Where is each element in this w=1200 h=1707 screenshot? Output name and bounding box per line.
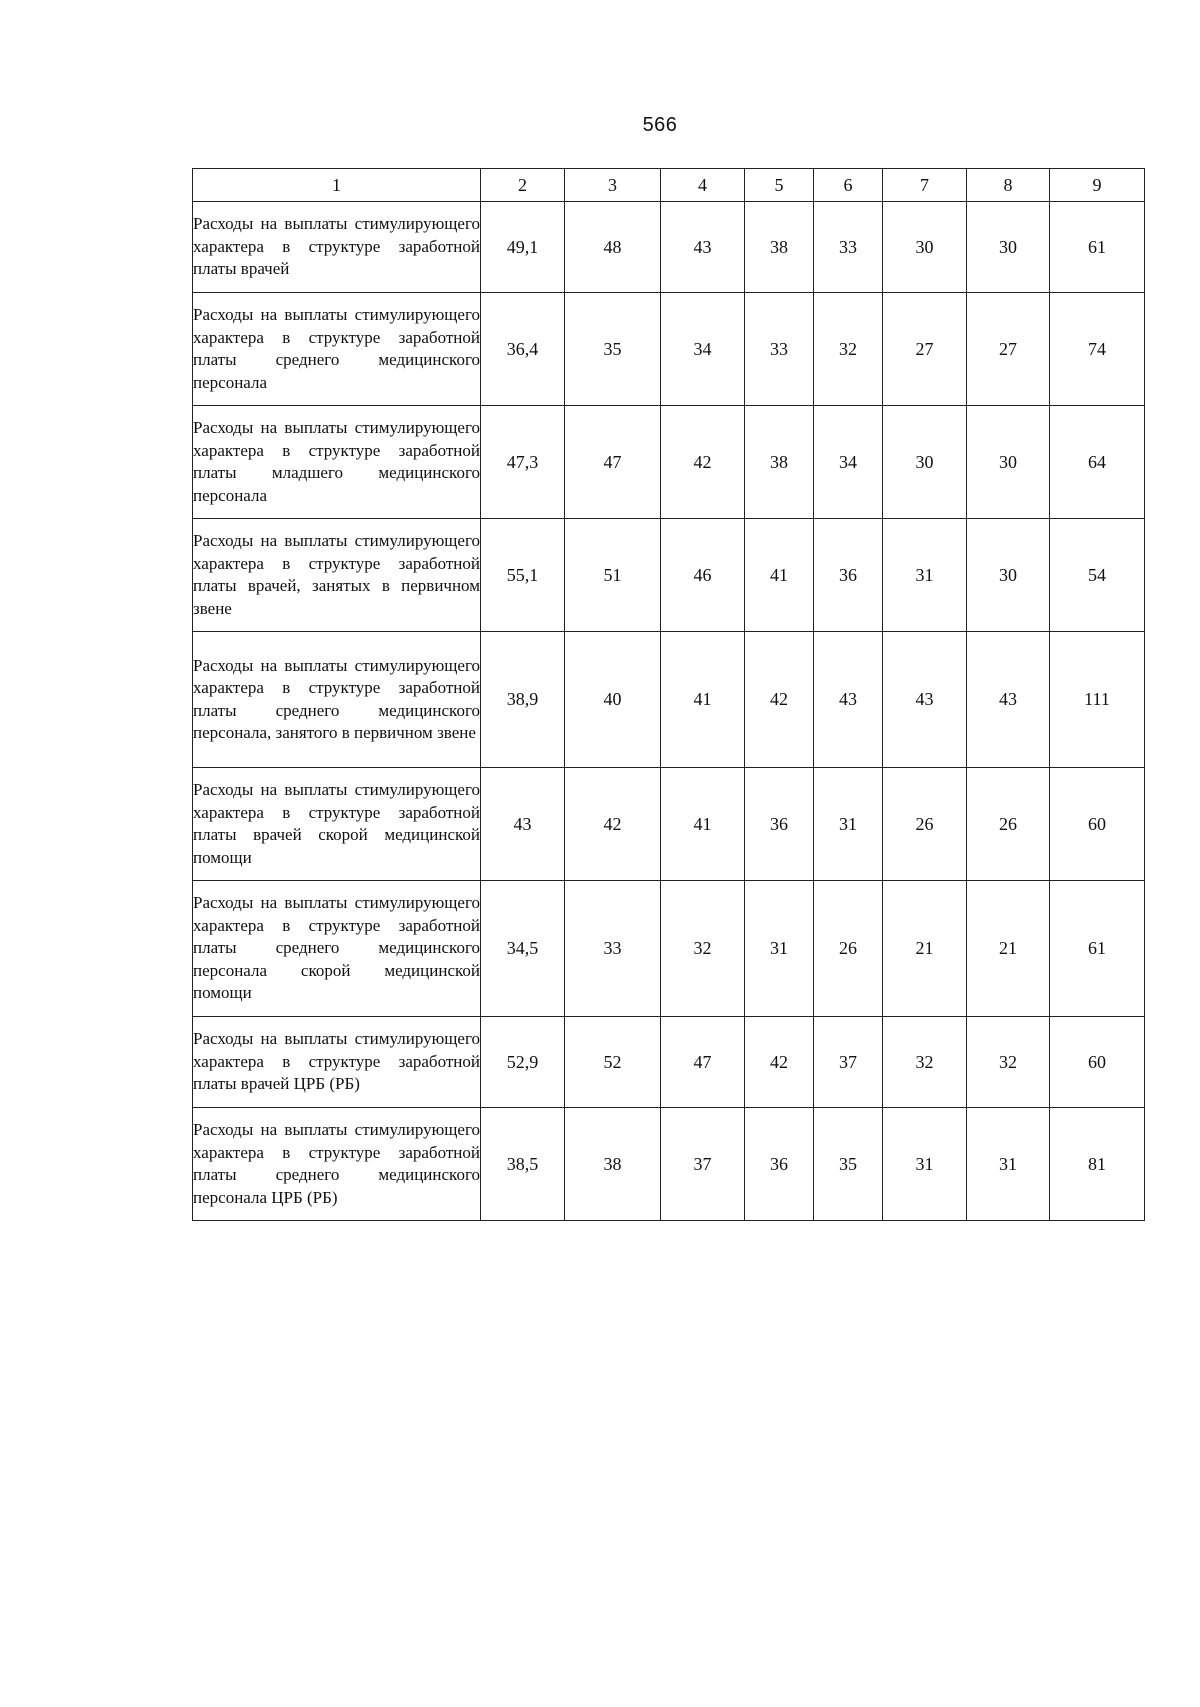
value-cell: 36	[745, 1108, 814, 1221]
table-row	[193, 1108, 1145, 1221]
value-cell: 32	[814, 293, 883, 406]
column-header-6: 6	[814, 169, 883, 202]
value-cell: 47	[565, 406, 661, 519]
value-cell: 38,9	[481, 632, 565, 768]
value-cell: 30	[967, 406, 1050, 519]
value-cell: 42	[745, 1017, 814, 1108]
value-cell: 38,5	[481, 1108, 565, 1221]
table-row	[193, 768, 1145, 881]
value-cell: 43	[814, 632, 883, 768]
value-cell: 43	[661, 202, 745, 293]
row-label: Расходы на выплаты стимулирующего характера в структуре заработной платы врачей, занятых в первичном звене	[193, 519, 481, 632]
header-row	[193, 169, 1145, 202]
value-cell: 41	[661, 632, 745, 768]
value-cell: 64	[1050, 406, 1145, 519]
table-row	[193, 881, 1145, 1017]
value-cell: 42	[565, 768, 661, 881]
row-label: Расходы на выплаты стимулирующего характера в структуре заработной платы врачей ЦРБ (РБ)	[193, 1017, 481, 1108]
value-cell: 42	[745, 632, 814, 768]
value-cell: 60	[1050, 1017, 1145, 1108]
value-cell: 27	[883, 293, 967, 406]
value-cell: 26	[883, 768, 967, 881]
value-cell: 30	[883, 202, 967, 293]
value-cell: 51	[565, 519, 661, 632]
table-row	[193, 519, 1145, 632]
value-cell: 38	[745, 202, 814, 293]
value-cell: 43	[883, 632, 967, 768]
column-header-7: 7	[883, 169, 967, 202]
value-cell: 31	[883, 1108, 967, 1221]
value-cell: 42	[661, 406, 745, 519]
value-cell: 30	[967, 519, 1050, 632]
table-row	[193, 632, 1145, 768]
value-cell: 32	[883, 1017, 967, 1108]
value-cell: 33	[745, 293, 814, 406]
value-cell: 48	[565, 202, 661, 293]
value-cell: 37	[661, 1108, 745, 1221]
value-cell: 52,9	[481, 1017, 565, 1108]
value-cell: 49,1	[481, 202, 565, 293]
value-cell: 21	[883, 881, 967, 1017]
value-cell: 40	[565, 632, 661, 768]
column-header-8: 8	[967, 169, 1050, 202]
value-cell: 74	[1050, 293, 1145, 406]
column-header-5: 5	[745, 169, 814, 202]
value-cell: 34	[814, 406, 883, 519]
value-cell: 43	[967, 632, 1050, 768]
value-cell: 47	[661, 1017, 745, 1108]
table-row	[193, 406, 1145, 519]
row-label: Расходы на выплаты стимулирующего характера в структуре заработной платы младшего медицинского персонала	[193, 406, 481, 519]
value-cell: 21	[967, 881, 1050, 1017]
value-cell: 26	[814, 881, 883, 1017]
value-cell: 60	[1050, 768, 1145, 881]
column-header-2: 2	[481, 169, 565, 202]
table-row	[193, 293, 1145, 406]
value-cell: 47,3	[481, 406, 565, 519]
value-cell: 31	[814, 768, 883, 881]
value-cell: 31	[745, 881, 814, 1017]
value-cell: 30	[883, 406, 967, 519]
value-cell: 30	[967, 202, 1050, 293]
value-cell: 41	[661, 768, 745, 881]
page-number: 566	[642, 114, 678, 136]
table-row	[193, 1017, 1145, 1108]
row-label: Расходы на выплаты стимулирующего характера в структуре заработной платы врачей	[193, 202, 481, 293]
value-cell: 33	[814, 202, 883, 293]
value-cell: 36	[745, 768, 814, 881]
value-cell: 61	[1050, 202, 1145, 293]
value-cell: 26	[967, 768, 1050, 881]
row-label: Расходы на выплаты стимулирующего характера в структуре заработной платы среднего медицинского персонала ЦРБ (РБ)	[193, 1108, 481, 1221]
value-cell: 36	[814, 519, 883, 632]
data-table	[192, 168, 1145, 1221]
value-cell: 38	[565, 1108, 661, 1221]
column-header-3: 3	[565, 169, 661, 202]
value-cell: 34	[661, 293, 745, 406]
value-cell: 55,1	[481, 519, 565, 632]
value-cell: 41	[745, 519, 814, 632]
value-cell: 35	[814, 1108, 883, 1221]
value-cell: 33	[565, 881, 661, 1017]
value-cell: 46	[661, 519, 745, 632]
row-label: Расходы на выплаты стимулирующего характера в структуре заработной платы среднего медицинского персонала скорой медицинской помощи	[193, 881, 481, 1017]
row-label: Расходы на выплаты стимулирующего характера в структуре заработной платы среднего медицинского персонала	[193, 293, 481, 406]
value-cell: 31	[883, 519, 967, 632]
column-header-4: 4	[661, 169, 745, 202]
value-cell: 81	[1050, 1108, 1145, 1221]
row-label: Расходы на выплаты стимулирующего характера в структуре заработной платы врачей скорой медицинской помощи	[193, 768, 481, 881]
value-cell: 32	[661, 881, 745, 1017]
value-cell: 37	[814, 1017, 883, 1108]
value-cell: 111	[1050, 632, 1145, 768]
value-cell: 31	[967, 1108, 1050, 1221]
value-cell: 61	[1050, 881, 1145, 1017]
value-cell: 34,5	[481, 881, 565, 1017]
column-header-1: 1	[193, 169, 481, 202]
value-cell: 32	[967, 1017, 1050, 1108]
value-cell: 36,4	[481, 293, 565, 406]
row-label: Расходы на выплаты стимулирующего характера в структуре заработной платы среднего медицинского персонала, занятого в первичном звене	[193, 632, 481, 768]
value-cell: 35	[565, 293, 661, 406]
value-cell: 54	[1050, 519, 1145, 632]
value-cell: 27	[967, 293, 1050, 406]
value-cell: 43	[481, 768, 565, 881]
table-row	[193, 202, 1145, 293]
value-cell: 52	[565, 1017, 661, 1108]
value-cell: 38	[745, 406, 814, 519]
column-header-9: 9	[1050, 169, 1145, 202]
